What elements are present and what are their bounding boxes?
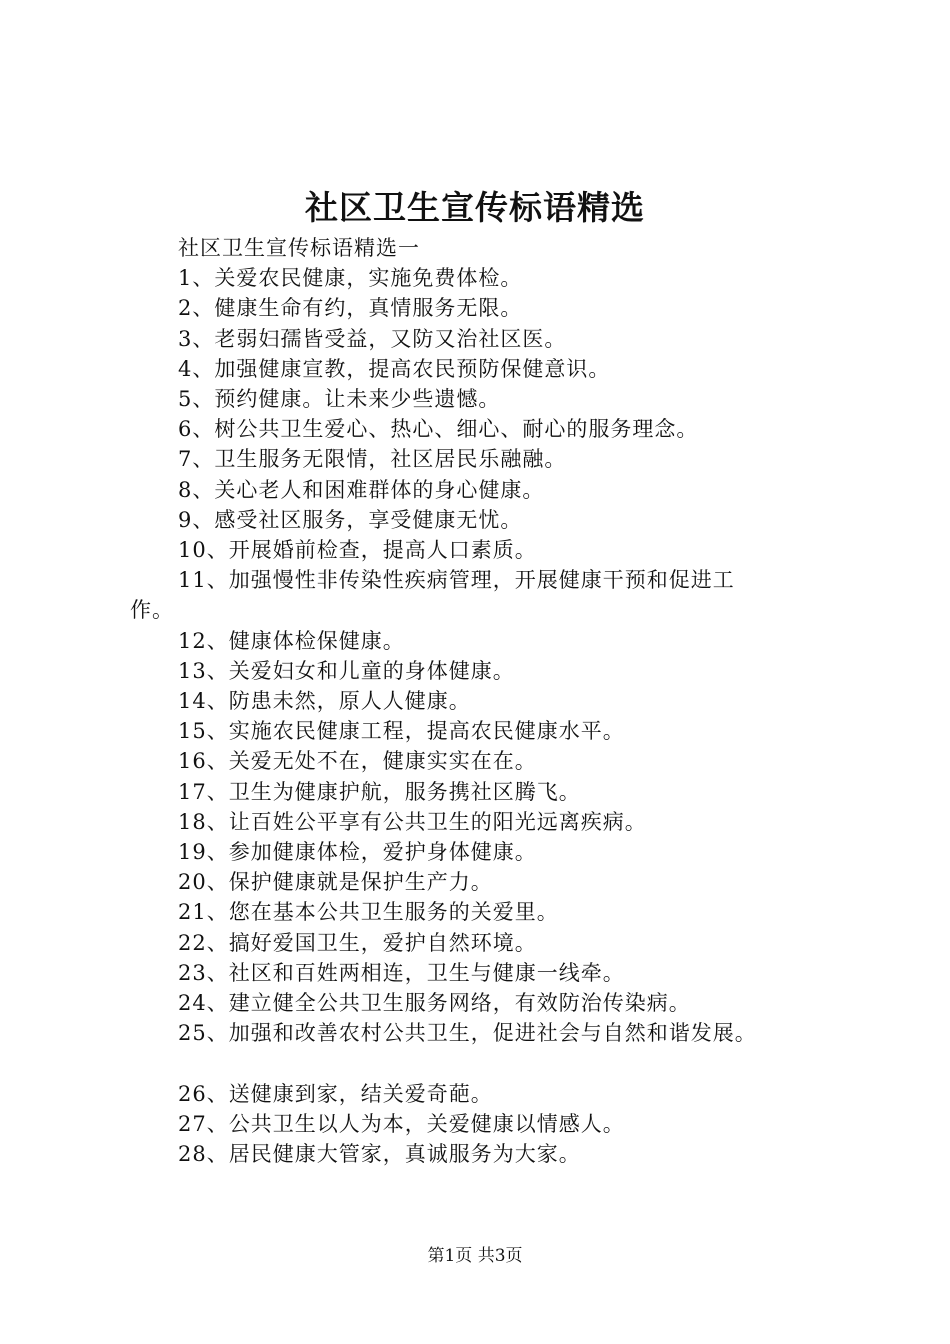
- list-item: 4、加强健康宣教，提高农民预防保健意识。: [178, 356, 611, 381]
- list-item: 9、感受社区服务，享受健康无忧。: [178, 507, 523, 532]
- list-item: 20、保护健康就是保护生产力。: [178, 870, 493, 895]
- list-item-continuation: 作。: [130, 598, 174, 623]
- list-item: 27、公共卫生以人为本，关爱健康以情感人。: [178, 1111, 625, 1136]
- list-item: 23、社区和百姓两相连，卫生与健康一线牵。: [178, 960, 625, 985]
- blank-line: [130, 1048, 850, 1078]
- list-item: 2、健康生命有约，真情服务无限。: [178, 296, 523, 321]
- page-footer: 第1页 共3页: [427, 1246, 523, 1266]
- slogan-list: [130, 233, 850, 1169]
- list-item: 18、让百姓公平享有公共卫生的阳光远离疾病。: [178, 809, 647, 834]
- list-item: 28、居民健康大管家，真诚服务为大家。: [178, 1142, 581, 1167]
- list-item: 25、加强和改善农村公共卫生，促进社会与自然和谐发展。: [178, 1021, 757, 1046]
- list-item: 22、搞好爱国卫生，爱护自然环境。: [178, 930, 537, 955]
- list-item: 19、参加健康体检，爱护身体健康。: [178, 840, 537, 865]
- list-item: 13、关爱妇女和儿童的身体健康。: [178, 658, 515, 683]
- list-item: 8、关心老人和困难群体的身心健康。: [178, 477, 545, 502]
- document-title: 社区卫生宣传标语精选: [305, 188, 645, 227]
- section-heading: 社区卫生宣传标语精选一: [178, 236, 420, 260]
- list-item: 14、防患未然，原人人健康。: [178, 689, 471, 714]
- list-item: 26、送健康到家，结关爱奇葩。: [178, 1081, 493, 1106]
- list-item: 15、实施农民健康工程，提高农民健康水平。: [178, 719, 625, 744]
- list-item: 10、开展婚前检查，提高人口素质。: [178, 538, 537, 563]
- list-item: 12、健康体检保健康。: [178, 628, 405, 653]
- list-item: 1、关爱农民健康，实施免费体检。: [178, 266, 523, 291]
- list-item: 16、关爱无处不在，健康实实在在。: [178, 749, 537, 774]
- list-item: 5、预约健康。让未来少些遗憾。: [178, 387, 501, 412]
- list-item: 11、加强慢性非传染性疾病管理，开展健康干预和促进工: [178, 568, 735, 593]
- list-item: 3、老弱妇孺皆受益，又防又治社区医。: [178, 326, 567, 351]
- list-item: 6、树公共卫生爱心、热心、细心、耐心的服务理念。: [178, 417, 699, 442]
- list-item: 7、卫生服务无限情，社区居民乐融融。: [178, 447, 567, 472]
- list-item: 17、卫生为健康护航，服务携社区腾飞。: [178, 779, 581, 804]
- list-item: 21、您在基本公共卫生服务的关爱里。: [178, 900, 559, 925]
- list-item: 24、建立健全公共卫生服务网络，有效防治传染病。: [178, 991, 691, 1016]
